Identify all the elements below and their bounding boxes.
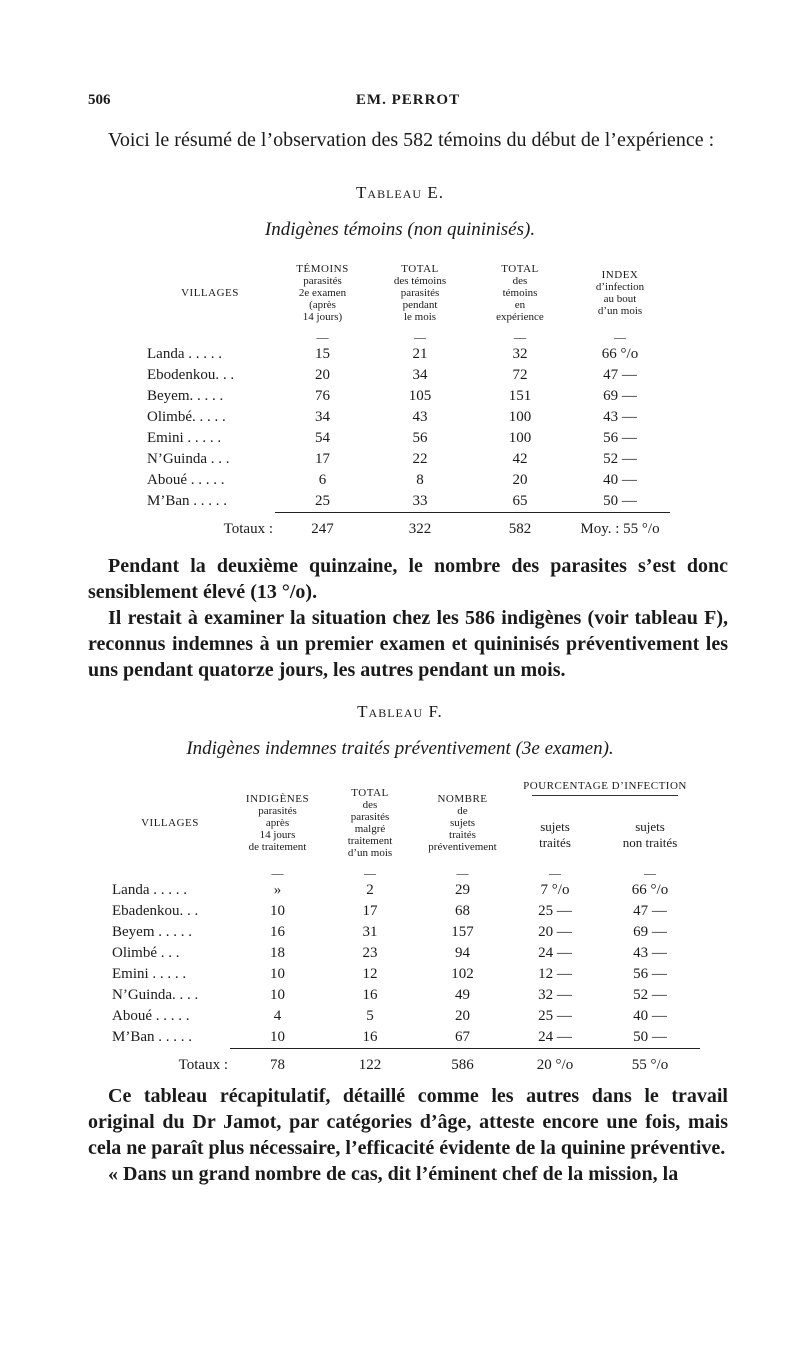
value-cell: 67: [415, 1027, 510, 1049]
value-cell: 20: [455, 1008, 470, 1024]
village-cell: Aboué . . . . .: [112, 1008, 190, 1024]
value-cell: 94: [455, 945, 470, 961]
value-cell: 47 —: [633, 903, 667, 919]
value-cell: 12 —: [538, 966, 572, 982]
totals-row: [110, 1049, 700, 1077]
running-head: EM. PERROT: [355, 92, 461, 108]
header-line: sujets: [540, 819, 570, 834]
total-cell: 586: [451, 1057, 474, 1073]
table-row: [110, 1027, 700, 1049]
tableau-e: [145, 256, 670, 540]
th-total-temoins: [470, 256, 570, 330]
value-cell: 100: [508, 430, 532, 446]
value-cell: 20: [315, 367, 330, 383]
total-cell: 55 °/o: [631, 1057, 669, 1073]
value-cell: 6: [318, 472, 327, 488]
total-cell: Moy. : 55 °/o: [580, 521, 660, 537]
table-row: [110, 1006, 700, 1027]
header-line: 14 jours): [302, 311, 343, 323]
totals-label: Totaux :: [223, 520, 273, 537]
header-dash: —: [456, 866, 469, 880]
village-cell: Landa . . . . .: [147, 346, 222, 362]
value-cell: 49: [455, 987, 470, 1003]
value-cell: 102: [451, 966, 474, 982]
value-cell: 24 —: [510, 1027, 600, 1049]
value-cell: 40 —: [603, 472, 637, 488]
header-line: (après: [309, 299, 336, 311]
value-cell: 42: [512, 451, 528, 467]
header-dash: —: [414, 330, 426, 344]
header-line: non traités: [622, 835, 678, 850]
th-total-parasites: [325, 780, 415, 866]
th-nombre-sujets: [415, 780, 510, 866]
village-cell: Beyem . . . . .: [112, 924, 192, 940]
value-cell: 8: [416, 472, 424, 488]
value-cell: 69 —: [633, 924, 667, 940]
th-indigenes-parasites: [230, 780, 325, 866]
paragraph-situation-indigenes: Il restait à examiner la situation chez les 586 indigènes (voir tableau F), reconnus indemnes à un premier examen et quininisés préventivement les uns pendant quatorze jours, les autres pendant un mois.: [88, 607, 728, 681]
header-line: le mois: [403, 311, 437, 323]
page-number: 506: [88, 92, 111, 108]
table-row: [145, 407, 670, 428]
header-line: NOMBRE: [437, 793, 488, 805]
header-line: TÉMOINS: [296, 263, 349, 275]
value-cell: 65: [470, 491, 570, 513]
village-cell: Beyem. . . . .: [147, 388, 224, 404]
value-cell: 10: [270, 903, 285, 919]
value-cell: 10: [230, 1027, 325, 1049]
village-cell: Olimbé. . . . .: [147, 409, 226, 425]
header-dash: —: [271, 866, 284, 880]
table-row: [145, 365, 670, 386]
total-cell: 20 °/o: [536, 1057, 574, 1073]
value-cell: 56 —: [603, 430, 637, 446]
header-line: TOTAL: [351, 787, 389, 799]
tableau-f-subtitle: Indigènes indemnes traités préventivement (3e examen).: [186, 738, 614, 759]
tableau-f-title: Tableau F.: [357, 702, 443, 721]
village-cell: Emini . . . . .: [112, 966, 187, 982]
total-cell: 582: [508, 521, 532, 537]
header-line: sujets: [635, 819, 665, 834]
table-row: [145, 428, 670, 449]
value-cell: 16: [362, 987, 378, 1003]
value-cell: 76: [315, 388, 330, 404]
table-row: [145, 449, 670, 470]
table-row: [145, 491, 670, 513]
header-line: témoins: [502, 287, 538, 299]
group-bracket: [532, 795, 678, 804]
village-cell: Aboué . . . . .: [147, 472, 225, 488]
value-cell: 68: [455, 903, 470, 919]
value-cell: 29: [455, 882, 470, 898]
village-cell: Ebodenkou. . .: [147, 367, 235, 383]
paragraph-tableau-recapitulatif: Ce tableau récapitulatif, détaillé comme les autres dans le travail original du Dr Jamot, par catégories d’âge, atteste encore une fois, mais cela ne paraît plus nécessaire, l’efficacité évidente de la quinine préventive.: [88, 1085, 728, 1159]
header-line: d’infection: [595, 281, 645, 293]
header-line: TOTAL: [501, 263, 539, 275]
tableau-e-subtitle: Indigènes témoins (non quininisés).: [264, 219, 536, 240]
intro-paragraph: Voici le résumé de l’observation des 582 témoins du début de l’expérience :: [108, 129, 715, 151]
value-cell: 10: [270, 987, 285, 1003]
header-line: malgré: [354, 823, 386, 835]
th-sujets-non-traites: [600, 804, 700, 866]
value-cell: »: [273, 882, 282, 898]
village-cell: Landa . . . . .: [112, 882, 187, 898]
table-row: [145, 344, 670, 365]
table-row: [145, 470, 670, 491]
village-cell: Olimbé . . .: [112, 945, 180, 961]
header-line: INDEX: [601, 269, 639, 281]
header-line: pendant: [402, 299, 438, 311]
header-line: parasités: [400, 287, 440, 299]
value-cell: 34: [412, 367, 428, 383]
page-header: [88, 92, 728, 114]
header-line: 2e examen: [298, 287, 347, 299]
value-cell: 32: [512, 346, 528, 362]
value-cell: 16: [270, 924, 285, 940]
table-row: [110, 880, 700, 901]
header-dash: —: [316, 330, 329, 344]
header-line: parasités: [350, 811, 390, 823]
header-line: sujets: [449, 817, 476, 829]
village-cell: N’Guinda. . . .: [112, 987, 199, 1003]
village-cell: M’Ban . . . . .: [147, 493, 227, 510]
th-temoins-parasites: [275, 256, 370, 330]
value-cell: 7 °/o: [540, 882, 570, 898]
value-cell: 4: [273, 1008, 282, 1024]
value-cell: 157: [451, 924, 474, 940]
header-line: des: [512, 275, 528, 287]
header-line: des: [362, 799, 378, 811]
value-cell: 54: [315, 430, 330, 446]
header-line: expérience: [496, 311, 544, 323]
table-row: [110, 943, 700, 964]
value-cell: 33: [370, 491, 470, 513]
value-cell: 34: [315, 409, 330, 425]
total-cell: 247: [311, 521, 334, 537]
header-line: d’un mois: [597, 305, 643, 317]
paragraph-citation: « Dans un grand nombre de cas, dit l’éminent chef de la mission, la: [108, 1163, 679, 1185]
table-row: [110, 964, 700, 985]
value-cell: 10: [270, 966, 285, 982]
table-row: [110, 901, 700, 922]
totals-row: [145, 513, 670, 541]
total-cell: 122: [358, 1057, 382, 1073]
value-cell: 23: [362, 945, 378, 961]
value-cell: 2: [366, 882, 374, 898]
value-cell: 50 —: [600, 1027, 700, 1049]
value-cell: 66 °/o: [631, 882, 669, 898]
table-row: [110, 985, 700, 1006]
value-cell: 52 —: [603, 451, 637, 467]
header-line: des témoins: [393, 275, 447, 287]
header-line: parasités: [303, 275, 342, 287]
header-line: traitement: [347, 835, 393, 847]
header-line: au bout: [603, 293, 637, 305]
header-line: traités: [539, 835, 571, 850]
value-cell: 105: [408, 388, 432, 404]
value-cell: 151: [508, 388, 532, 404]
value-cell: 52 —: [633, 987, 667, 1003]
th-pourcentage-infection: POURCENTAGE D’INFECTION: [510, 780, 700, 804]
tableau-f: [110, 780, 700, 1076]
th-total-parasites: [370, 256, 470, 330]
header-dash: —: [614, 330, 626, 344]
total-cell: 322: [408, 521, 432, 537]
value-cell: 5: [366, 1008, 374, 1024]
header-line: en: [514, 299, 526, 311]
value-cell: 72: [512, 367, 528, 383]
village-cell: N’Guinda . . .: [147, 451, 230, 467]
value-cell: 18: [270, 945, 285, 961]
value-cell: 40 —: [633, 1008, 667, 1024]
table-row: [145, 386, 670, 407]
value-cell: 56 —: [633, 966, 667, 982]
total-cell: 78: [270, 1057, 285, 1073]
value-cell: 20: [512, 472, 528, 488]
header-line: TOTAL: [401, 263, 439, 275]
value-cell: 12: [362, 966, 378, 982]
header-line: de traitement: [248, 841, 307, 853]
value-cell: 100: [508, 409, 532, 425]
header-line: parasités: [258, 805, 297, 817]
header-dash: —: [549, 866, 561, 880]
header-line: 14 jours: [259, 829, 296, 841]
header-line: préventivement: [428, 841, 497, 853]
village-cell: Ebadenkou. . .: [112, 903, 199, 919]
value-cell: 47 —: [603, 367, 637, 383]
value-cell: 16: [325, 1027, 415, 1049]
value-cell: 31: [362, 924, 378, 940]
value-cell: 20 —: [538, 924, 572, 940]
value-cell: 50 —: [570, 491, 670, 513]
value-cell: 66 °/o: [601, 346, 639, 362]
value-cell: 25: [275, 491, 370, 513]
village-cell: Emini . . . . .: [147, 430, 222, 446]
value-cell: 32 —: [538, 987, 572, 1003]
header-dash: —: [514, 330, 526, 344]
value-cell: 69 —: [603, 388, 637, 404]
header-line: d’un mois: [347, 847, 393, 859]
header-line: INDIGÈNES: [245, 793, 310, 805]
totals-label: Totaux :: [178, 1056, 228, 1073]
value-cell: 43: [412, 409, 428, 425]
value-cell: 21: [412, 346, 428, 362]
value-cell: 43 —: [633, 945, 667, 961]
paragraph-deuxieme-quinzaine: Pendant la deuxième quinzaine, le nombre des parasites s’est donc sensiblement élevé (13 °/o).: [88, 555, 728, 603]
value-cell: 25 —: [538, 1008, 572, 1024]
table-row: [110, 922, 700, 943]
value-cell: 17: [315, 451, 330, 467]
th-villages: VILLAGES: [141, 817, 199, 829]
header-line: traités: [449, 829, 476, 841]
header-dash: —: [364, 866, 376, 880]
value-cell: 24 —: [538, 945, 572, 961]
th-villages: VILLAGES: [181, 287, 239, 299]
value-cell: 56: [412, 430, 428, 446]
header-line: de: [457, 805, 468, 817]
value-cell: 43 —: [603, 409, 637, 425]
value-cell: 25 —: [538, 903, 572, 919]
tableau-e-title: Tableau E.: [356, 183, 444, 202]
value-cell: 22: [412, 451, 428, 467]
th-sujets-traites: [510, 804, 600, 866]
village-cell: M’Ban . . . . .: [112, 1029, 192, 1046]
value-cell: 17: [362, 903, 378, 919]
header-dash: —: [644, 866, 656, 880]
th-index-infection: [570, 256, 670, 330]
header-line: après: [265, 817, 290, 829]
value-cell: 15: [315, 346, 330, 362]
